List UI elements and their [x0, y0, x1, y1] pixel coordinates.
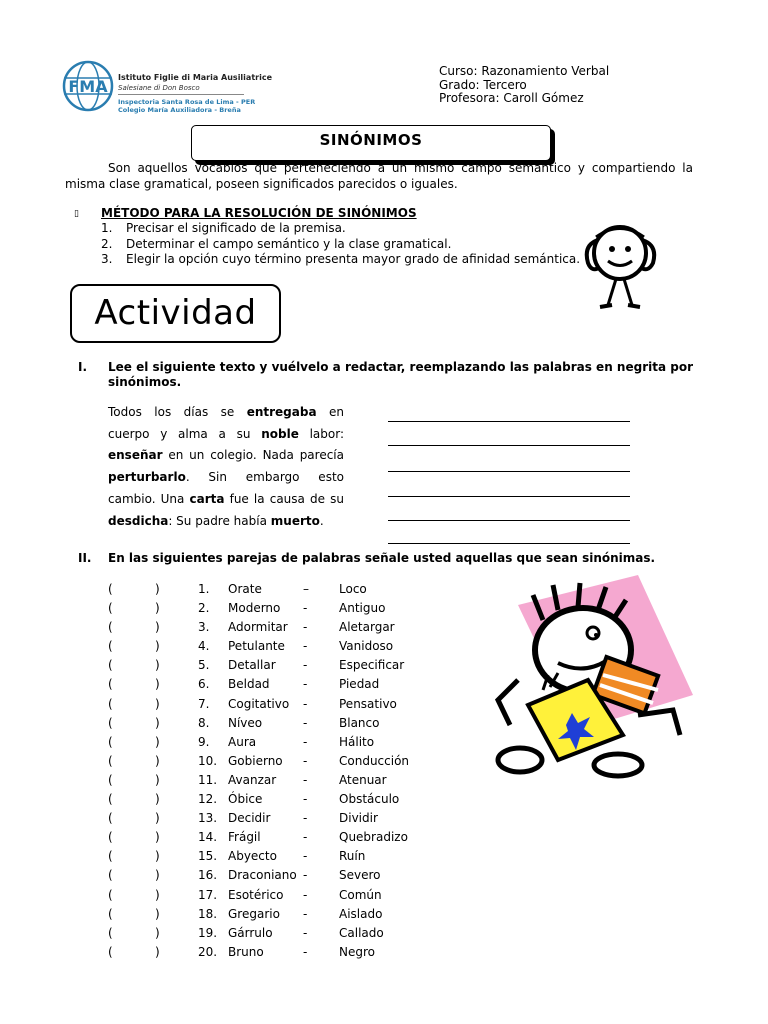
pair-number: 18. [198, 906, 218, 921]
paren-close: ) [155, 849, 160, 864]
paren-open: ( [108, 811, 113, 826]
bold-word: muerto [270, 513, 320, 528]
section-2-number: II. [78, 551, 92, 565]
pair-dash: - [303, 906, 308, 921]
pair-number: 15. [198, 849, 218, 864]
answer-line[interactable] [388, 520, 630, 521]
paren-open: ( [108, 830, 113, 845]
paren-close: ) [155, 830, 160, 845]
inspectoria: Inspectoria Santa Rosa de Lima - PER [118, 98, 256, 106]
method-bullet: ▯ [74, 209, 79, 219]
pair-dash: - [303, 792, 308, 807]
list-item: 2. Determinar el campo semántico y la clase gramatical. [101, 236, 452, 251]
pair-word-b: Ruín [339, 849, 366, 864]
answer-line[interactable] [388, 471, 630, 472]
grade-line: Grado: Tercero [439, 77, 527, 92]
text-span: . [319, 513, 324, 528]
paren-open: ( [108, 887, 113, 902]
paren-close: ) [155, 658, 160, 673]
pair-number: 17. [198, 887, 218, 902]
bold-word: noble [261, 426, 299, 441]
answer-line[interactable] [388, 496, 630, 497]
paren-close: ) [155, 868, 160, 883]
pair-number: 6. [198, 677, 210, 692]
paren-close: ) [155, 906, 160, 921]
pair-word-b: Callado [339, 925, 384, 940]
cartoon-kid-reading-illustration [488, 575, 700, 780]
text-span: en un colegio. Nada parecía [162, 448, 344, 463]
pair-dash: - [303, 601, 308, 616]
text-span: Todos los días se [108, 405, 247, 419]
paren-open: ( [108, 906, 113, 921]
pair-dash: - [303, 887, 308, 902]
text-span: fue la causa de su [224, 491, 344, 506]
logo-mark: FMA [68, 77, 108, 96]
pair-dash: - [303, 715, 308, 730]
pair-dash: - [303, 753, 308, 768]
pair-word-b: Quebradizo [339, 830, 408, 845]
pair-dash: - [303, 677, 308, 692]
pair-dash: - [303, 734, 308, 749]
paren-open: ( [108, 677, 113, 692]
bold-word: carta [189, 491, 225, 506]
pair-word-b: Aislado [339, 906, 383, 921]
pair-word-b: Dividir [339, 811, 378, 826]
pair-number: 1. [198, 582, 210, 596]
pair-word-b: Hálito [339, 734, 375, 749]
pair-dash: - [303, 830, 308, 845]
pair-word-b: Común [339, 887, 382, 902]
paren-close: ) [155, 715, 160, 730]
paren-close: ) [155, 620, 160, 635]
bold-word: entregaba [246, 405, 317, 419]
list-item: 3. Elegir la opción cuyo término presenta mayor grado de afinidad semántica. [101, 252, 581, 266]
text-span: : Su padre había [168, 513, 271, 528]
pair-number: 12. [198, 792, 218, 807]
paren-close: ) [155, 772, 160, 787]
activity-label: Actividad [70, 284, 281, 343]
logo-text [118, 72, 272, 114]
definition [65, 160, 693, 192]
answer-line[interactable] [388, 543, 630, 544]
section-1-instruction: Lee el siguiente texto y vuélvelo a redactar, reemplazando las palabras en negrita por sinónimos. [108, 360, 693, 389]
pair-word-b: Severo [339, 868, 381, 883]
logo-divider [118, 94, 244, 95]
pair-dash: - [303, 868, 308, 883]
pair-dash: – [303, 582, 309, 596]
pair-word-b: Antiguo [339, 601, 386, 616]
pair-dash: - [303, 772, 308, 787]
paren-open: ( [108, 849, 113, 864]
section-2-instruction: En las siguientes parejas de palabras señale usted aquellas que sean sinónimas. [108, 551, 656, 565]
pair-dash: - [303, 658, 308, 673]
paren-open: ( [108, 925, 113, 940]
paren-close: ) [155, 887, 160, 902]
pair-number: 7. [198, 696, 210, 711]
paren-open: ( [108, 620, 113, 635]
pair-dash: - [303, 620, 308, 635]
pair-dash: - [303, 944, 308, 959]
colegio: Colegio María Auxiliadora - Breña [118, 106, 241, 114]
paren-open: ( [108, 868, 113, 883]
definition-text: Son aquellos vocablos que perteneciendo a un mismo campo semántico y compartiendo la misma clase gramatical, poseen significados parecidos o iguales. [65, 161, 693, 191]
pair-word-b: Vanidoso [339, 639, 394, 654]
pair-word-b: Obstáculo [339, 792, 400, 807]
pair-word-b: Piedad [339, 677, 380, 692]
course-info [439, 65, 609, 106]
teacher-line: Profesora: Caroll Gómez [439, 91, 584, 105]
pair-dash: - [303, 696, 308, 711]
pair-word-a: Abyecto [228, 849, 277, 864]
pair-word-a: Decidir [228, 811, 271, 826]
paren-open: ( [108, 772, 113, 787]
method-title: MÉTODO PARA LA RESOLUCIÓN DE SINÓNIMOS [101, 206, 417, 220]
pair-word-a: Níveo [228, 715, 263, 730]
pair-word-b: Pensativo [339, 696, 397, 711]
answer-line[interactable] [388, 421, 630, 422]
pair-word-a: Esotérico [228, 887, 284, 902]
institute-name: Istituto Figlie di Maria Ausiliatrice [118, 73, 272, 82]
pair-word-b: Atenuar [339, 772, 387, 787]
paren-close: ) [155, 811, 160, 826]
paren-close: ) [155, 944, 160, 959]
section-1-text [108, 402, 344, 532]
text-span: labor: [298, 426, 344, 441]
pair-word-a: Detallar [228, 658, 276, 673]
paren-close: ) [155, 753, 160, 768]
paren-close: ) [155, 792, 160, 807]
pair-number: 19. [198, 925, 218, 940]
pair-number: 4. [198, 639, 210, 654]
pair-number: 2. [198, 601, 210, 616]
pair-word-a: Moderno [228, 601, 281, 616]
pair-number: 5. [198, 658, 210, 673]
paren-close: ) [155, 582, 160, 596]
pair-word-a: Avanzar [228, 772, 277, 787]
pair-word-b: Especificar [339, 658, 405, 673]
cartoon-face-illustration [578, 215, 663, 315]
pair-word-b: Blanco [339, 715, 380, 730]
paren-close: ) [155, 696, 160, 711]
pair-number: 9. [198, 734, 210, 749]
pair-number: 20. [198, 944, 218, 959]
pair-dash: - [303, 811, 308, 826]
school-logo [62, 60, 114, 112]
pair-word-a: Petulante [228, 639, 285, 654]
method-steps [101, 221, 580, 268]
bold-word: enseñar [108, 448, 163, 463]
paren-open: ( [108, 715, 113, 730]
paren-close: ) [155, 925, 160, 940]
page-title: SINÓNIMOS [191, 125, 551, 161]
pair-dash: - [303, 925, 308, 940]
pair-word-a: Bruno [228, 944, 264, 959]
paren-open: ( [108, 658, 113, 673]
paren-close: ) [155, 601, 160, 616]
paren-open: ( [108, 639, 113, 654]
paren-open: ( [108, 734, 113, 749]
pair-dash: - [303, 639, 308, 654]
course-line: Curso: Razonamiento Verbal [439, 64, 610, 78]
pair-word-a: Beldad [228, 677, 270, 692]
pair-number: 14. [198, 830, 218, 845]
pair-word-a: Gregario [228, 906, 280, 921]
pair-word-a: Gobierno [228, 753, 283, 768]
pair-word-b: Negro [339, 944, 375, 959]
pair-word-a: Adormitar [228, 620, 288, 635]
paren-open: ( [108, 696, 113, 711]
paren-open: ( [108, 601, 113, 616]
bold-word: desdicha [108, 513, 169, 528]
section-1-number: I. [78, 360, 88, 374]
paren-open: ( [108, 582, 113, 596]
pair-dash: - [303, 849, 308, 864]
pair-word-b: Aletargar [339, 620, 395, 635]
answer-line[interactable] [388, 445, 630, 446]
paren-open: ( [108, 944, 113, 959]
pair-word-a: Gárrulo [228, 925, 273, 940]
pair-number: 16. [198, 868, 218, 883]
globe-logo-icon [62, 60, 114, 112]
pair-number: 3. [198, 620, 210, 635]
pair-word-a: Cogitativo [228, 696, 290, 711]
list-item: 1. Precisar el significado de la premisa. [101, 221, 346, 235]
text-span: . Sin embargo esto cambio. Una [108, 470, 344, 506]
text-span: en cuerpo y alma a su [108, 405, 344, 441]
pair-word-a: Draconiano [228, 868, 297, 883]
paren-close: ) [155, 734, 160, 749]
pair-number: 13. [198, 811, 218, 826]
paren-open: ( [108, 753, 113, 768]
pair-number: 8. [198, 715, 210, 730]
pair-number: 10. [198, 753, 218, 768]
institute-subtitle: Salesiane di Don Bosco [118, 84, 200, 92]
paren-open: ( [108, 792, 113, 807]
pair-word-b: Loco [339, 582, 367, 596]
pair-word-a: Orate [228, 582, 262, 596]
paren-close: ) [155, 639, 160, 654]
pair-word-b: Conducción [339, 753, 410, 768]
bold-word: perturbarlo [108, 470, 186, 485]
paren-close: ) [155, 677, 160, 692]
pair-number: 11. [198, 772, 218, 787]
pair-word-a: Frágil [228, 830, 261, 845]
pair-word-a: Aura [228, 734, 257, 749]
pair-word-a: Óbice [228, 792, 263, 807]
